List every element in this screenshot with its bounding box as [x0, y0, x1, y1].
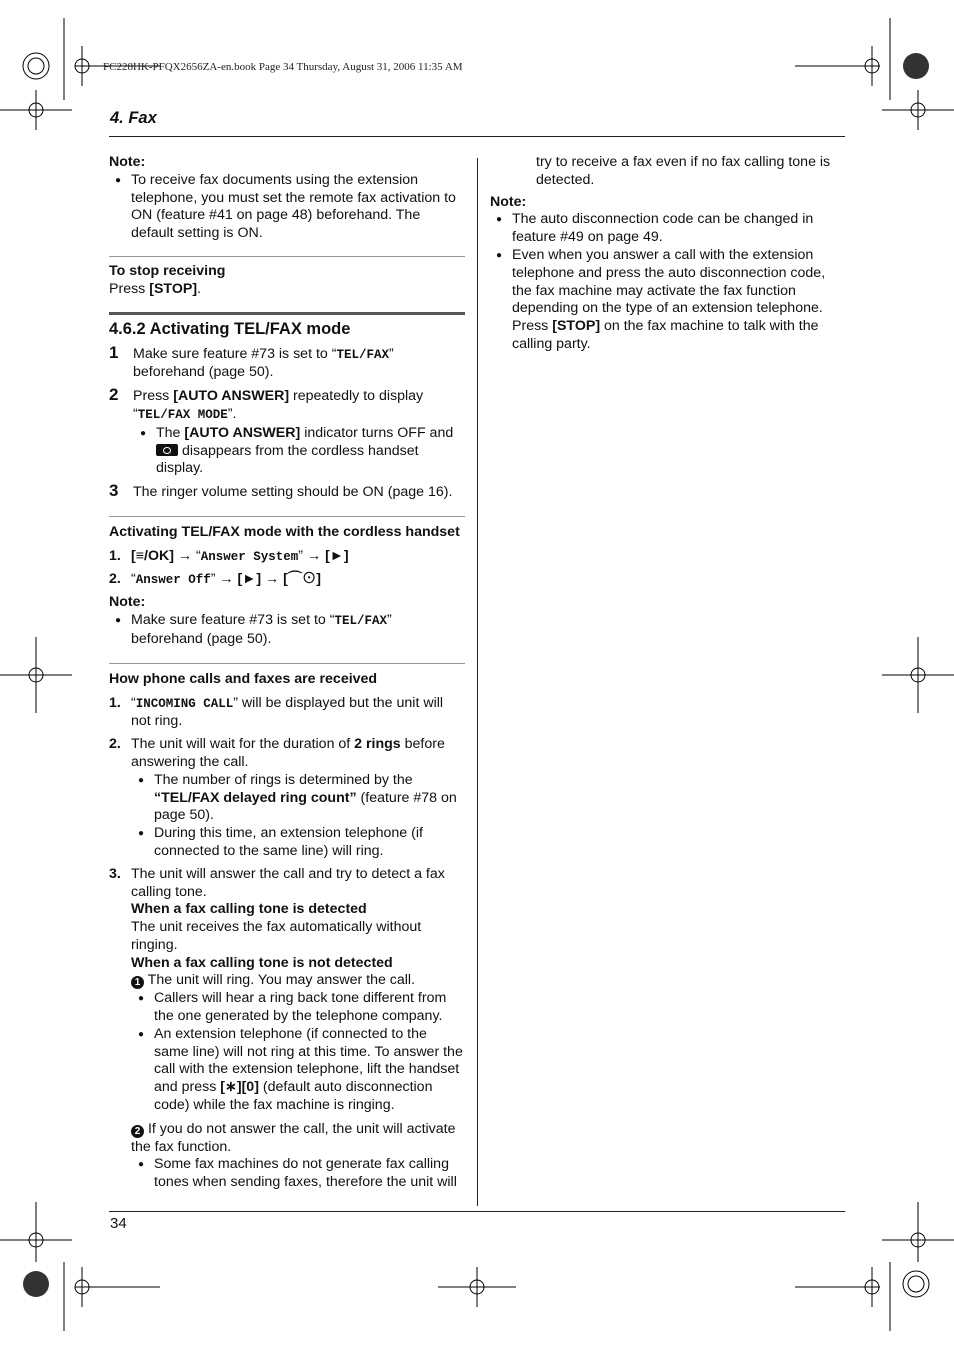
circled-number: 2 — [131, 1125, 144, 1138]
separator — [109, 256, 465, 299]
step-2: 2 Press [AUTO ANSWER] repeatedly to display “TEL/FAX MODE”. — [109, 385, 424, 422]
note-heading: Note: — [490, 193, 527, 210]
heading-rule — [109, 312, 465, 502]
step-2-bullet: ● The [AUTO ANSWER] indicator turns OFF and disappears from the cordless handset display. — [134, 425, 465, 478]
page-number: 34 — [110, 1215, 127, 1232]
not-detected-bullet: ● Some fax machines do not generate fax calling tones when sending faxes, therefore the unit will — [132, 1156, 465, 1192]
column-divider — [477, 158, 478, 1206]
stop-heading: To stop receiving — [109, 262, 226, 279]
how-step-1: 1. “INCOMING CALL” will be displayed but the unit will not ring. — [109, 694, 444, 730]
how-heading: How phone calls and faxes are received — [109, 670, 378, 687]
how-step-2-bullet: ● The number of rings is determined by the “TEL/FAX delayed ring count” (feature #78 on page 50). — [132, 772, 465, 825]
circled-number: 1 — [131, 976, 144, 989]
note-item: ● Make sure feature #73 is set to “TEL/FAX” beforehand (page 50). — [109, 612, 465, 649]
answering-machine-icon — [156, 444, 178, 456]
not-detected-bullet: ● Callers will hear a ring back tone different from the one generated by the telephone company. — [132, 990, 465, 1026]
step-3: 3 The ringer volume setting should be ON (page 16). — [109, 481, 453, 501]
header-rule — [109, 136, 845, 137]
step-1: 1 Make sure feature #73 is set to “TEL/FAX” beforehand (page 50). — [109, 342, 394, 381]
section-heading: 4.6.2 Activating TEL/FAX mode — [109, 319, 351, 338]
separator — [109, 663, 465, 1192]
note-item: ● To receive fax documents using the extension telephone, you must set the remote fax activation to ON (feature #41 on page 48) beforehand. The default setting is ON. — [109, 172, 465, 243]
note-item: ● Even when you answer a call with the extension telephone and press the auto disconnection code, the fax machine may activate the fax function depending on the type of an extension telephone. Press [STOP] on the fax machine to talk with the calling party. — [490, 247, 840, 354]
how-step-3-body — [109, 901, 465, 990]
detected-text: The unit receives the fax automatically without ringing. — [131, 919, 422, 953]
stop-text: Press [STOP]. — [109, 280, 201, 297]
note-heading: Note: — [109, 594, 146, 611]
cordless-heading: Activating TEL/FAX mode with the cordless handset — [109, 523, 460, 540]
not-detected-step-1: 1 The unit will ring. You may answer the call. — [131, 972, 465, 990]
continued-text: try to receive a fax even if no fax calling tone is detected. — [536, 154, 831, 188]
left-column — [109, 154, 465, 1192]
how-step-2-bullet: ● During this time, an extension telephone (if connected to the same line) will ring. — [132, 825, 465, 861]
separator — [109, 516, 465, 649]
not-detected-heading: When a fax calling tone is not detected — [131, 954, 393, 971]
not-detected-step-2: 2 If you do not answer the call, the unit will activate the fax function. — [131, 1120, 456, 1155]
footer-rule — [109, 1211, 845, 1212]
detected-heading: When a fax calling tone is detected — [131, 901, 367, 918]
right-column — [490, 154, 840, 354]
note-heading: Note: — [109, 154, 146, 170]
cordless-step-1: 1. [≡/OK] → “Answer System” → [►] — [109, 547, 349, 564]
cordless-step-2: 2. “Answer Off” → [►] → [⌒⊙] — [109, 570, 321, 587]
not-detected-bullet: ● An extension telephone (if connected to the same line) will not ring at this time. To answer the call with the extension telephone, lift the handset and press [∗][0] (default auto disconnection code) while the fax machine is ringing. — [132, 1026, 465, 1115]
section-title: 4. Fax — [110, 109, 157, 127]
note-item: ● The auto disconnection code can be changed in feature #49 on page 49. — [490, 211, 840, 247]
how-step-3: 3. The unit will answer the call and try to detect a fax calling tone. — [109, 865, 445, 900]
how-step-2: 2. The unit will wait for the duration of 2 rings before answering the call. — [109, 736, 445, 770]
print-header-line: FC228HK-PFQX2656ZA-en.book Page 34 Thursday, August 31, 2006 11:35 AM — [103, 61, 463, 73]
